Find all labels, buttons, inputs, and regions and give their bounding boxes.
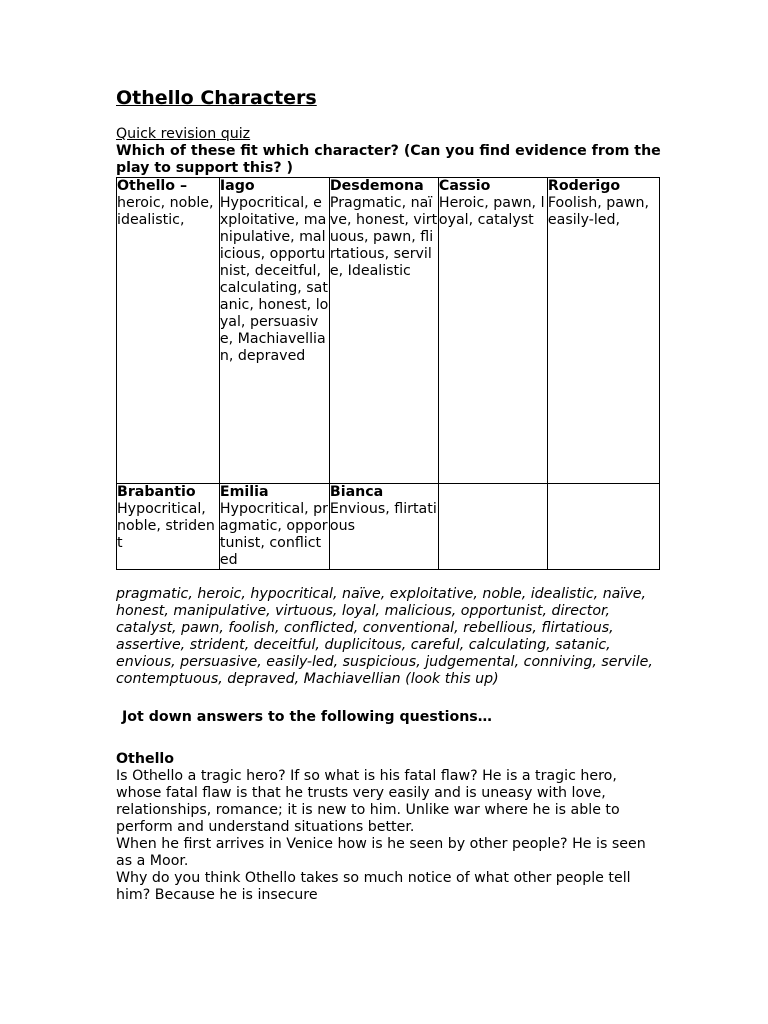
character-traits: heroic, noble, idealistic,: [117, 195, 214, 228]
table-cell-othello: [117, 178, 220, 484]
character-name: Roderigo: [547, 178, 621, 194]
table-cell-roderigo: [547, 178, 659, 484]
table-row: [117, 178, 660, 484]
character-name: Iago: [219, 178, 255, 194]
table-cell-emilia: [219, 484, 329, 570]
answer-paragraph: Is Othello a tragic hero? If so what is his fatal flaw? He is a tragic hero, whose fatal flaw is that he trusts very easily and is uneasy with love, relationships, romance; it is new to him. Unlike war where he is able to perform and understand situations better.: [116, 768, 620, 835]
answer-paragraph: When he first arrives in Venice how is he seen by other people? He is seen as a Moor.: [116, 836, 646, 869]
character-traits: Pragmatic, naïve, honest, virtuous, pawn, flirtatious, servile, Idealistic: [329, 195, 438, 279]
table-cell-cassio: [438, 178, 547, 484]
table-cell-iago: [219, 178, 329, 484]
character-name: Bianca: [329, 484, 384, 500]
quiz-question: Which of these fit which character? (Can you find evidence from the play to support this? ): [116, 143, 661, 176]
character-name: Cassio: [438, 178, 491, 194]
character-traits: Foolish, pawn, easily-led,: [547, 195, 650, 228]
character-traits: Hypocritical, pragmatic, opportunist, conflicted: [219, 501, 329, 568]
character-traits: Hypocritical, noble, strident: [117, 501, 215, 551]
table-row: [117, 484, 660, 570]
character-name: Othello –: [117, 178, 188, 194]
table-cell-bianca: [329, 484, 438, 570]
character-name: Brabantio: [117, 484, 196, 500]
table-cell-desdemona: [329, 178, 438, 484]
character-name: Emilia: [219, 484, 269, 500]
character-traits: Hypocritical, exploitative, manipulative, malicious, opportunist, deceitful, calculating, satanic, honest, loyal, persuasive, Machiavellian, depraved: [219, 195, 329, 364]
document-page: [116, 86, 661, 904]
answer-paragraph: Why do you think Othello takes so much notice of what other people tell him? Because he is insecure: [116, 870, 631, 903]
table-cell-brabantio: [117, 484, 220, 570]
othello-heading: Othello: [116, 751, 175, 767]
table-cell-empty: [438, 484, 547, 570]
character-name: Desdemona: [329, 178, 424, 194]
document-title: Othello Characters: [116, 87, 317, 109]
table-cell-empty: [547, 484, 659, 570]
word-bank: pragmatic, heroic, hypocritical, naïve, exploitative, noble, idealistic, naïve, honest, manipulative, virtuous, loyal, malicious, opportunist, director, catalyst, pawn, foolish, conflicted, conventional, rebellious, flirtatious, assertive, strident, deceitful, duplicitous, careful, calculating, satanic, envious, persuasive, easily-led, suspicious, judgemental, conniving, servile, contemptuous, depraved, Machiavellian (look this up): [116, 586, 653, 687]
quiz-subtitle: Quick revision quiz: [116, 126, 251, 142]
character-traits: Heroic, pawn, loyal, catalyst: [438, 195, 545, 228]
character-traits: Envious, flirtatious: [329, 501, 437, 534]
character-table: [116, 177, 660, 570]
jot-heading: Jot down answers to the following questions…: [122, 709, 492, 725]
